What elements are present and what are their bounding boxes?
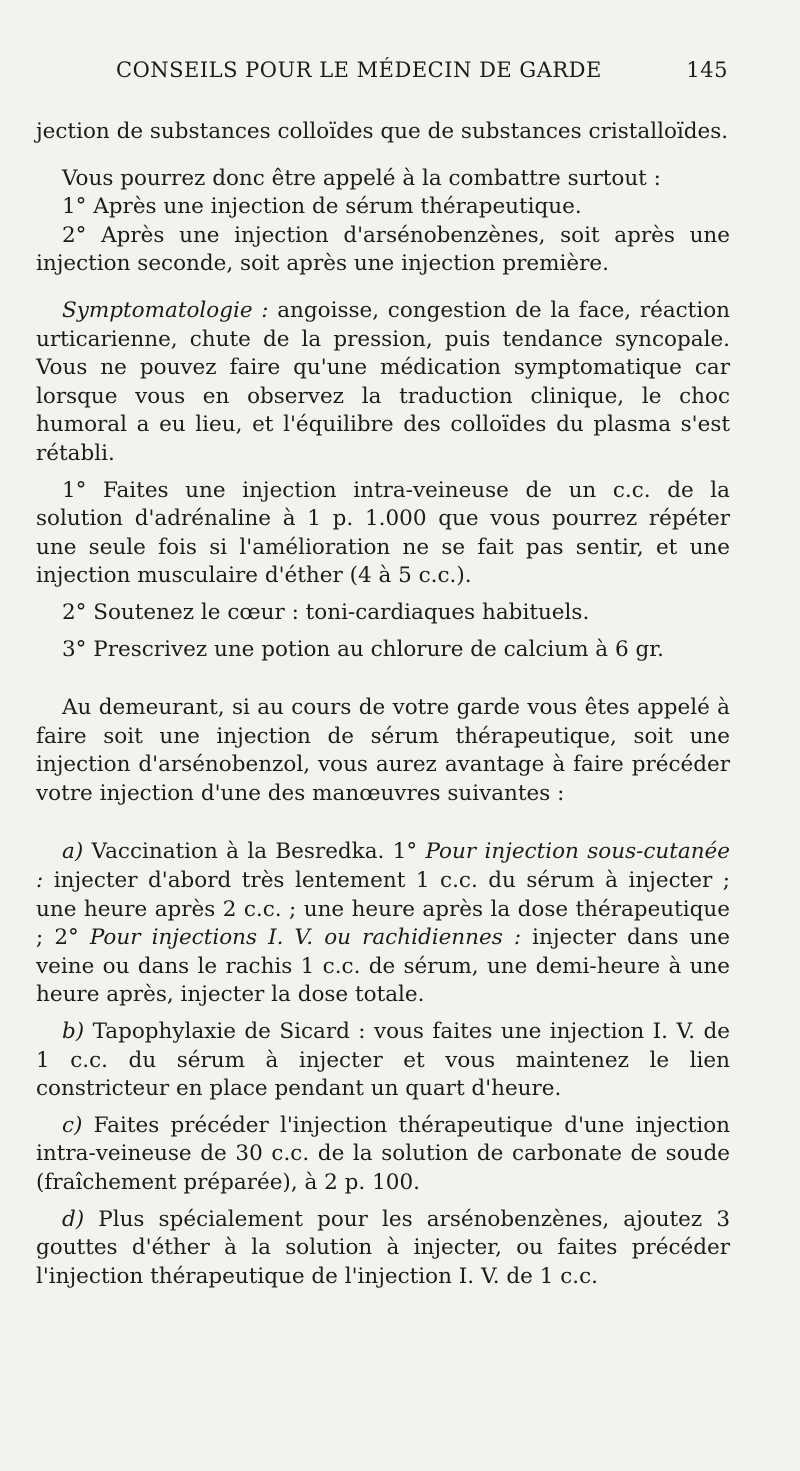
maneuver-c — [36, 1112, 730, 1198]
maneuver-a-italic-1: Pour injection sous-cutanée : — [36, 839, 731, 894]
maneuver-d-label: d) — [62, 1206, 85, 1232]
maneuver-a-text-3: injecter dans une veine ou dans le rachis 1 c.c. de sérum, une demi-heure à une heure après, injecter la dose totale. — [36, 925, 730, 1008]
treatment-item-1: 1° Faites une injection intra-veineuse de un c.c. de la solution d'adrénaline à 1 p. 1.000 que vous pourrez répéter une seule fois si l'amélioration ne se fait pas sentir, et une injection musculaire d'éther (4 à 5 c.c.). — [36, 477, 730, 589]
paragraph-symptomatology — [36, 297, 730, 469]
maneuver-a-label: a) — [62, 839, 84, 865]
body-text — [36, 118, 730, 1291]
page-number: 145 — [686, 58, 728, 82]
treatment-item-3: 3° Prescrivez une potion au chlorure de calcium à 6 gr. — [62, 636, 664, 662]
maneuver-a-text-1: Vaccination à la Besredka. 1° — [83, 839, 426, 865]
maneuver-a — [36, 838, 730, 1010]
maneuver-a-italic-2: Pour injections I. V. ou rachidiennes : — [89, 925, 522, 951]
maneuver-b-text: Tapophylaxie de Sicard : vous faites une injection I. V. de 1 c.c. du sérum à injecter et vous maintenez le lien constricteur en place pendant un quart d'heure. — [36, 1019, 730, 1102]
maneuver-c-text: Faites précéder l'injection thérapeutique d'une injection intra-veineuse de 30 c.c. de la solution de carbonate de soude (fraîchement préparée), à 2 p. 100. — [36, 1112, 730, 1195]
running-title: CONSEILS POUR LE MÉDECIN DE GARDE — [116, 58, 602, 82]
list-item-2: 2° Après une injection d'arsénobenzènes, soit après une injection seconde, soit après une injection première. — [36, 222, 730, 277]
maneuver-a-text-2: injecter d'abord très lentement 1 c.c. du sérum à injecter ; une heure après 2 c.c. ; une heure après la dose thérapeutique ; 2° — [36, 868, 730, 951]
paragraph-continuation: jection de substances colloïdes que de substances cristalloïdes. — [36, 119, 729, 144]
list-item-1: 1° Après une injection de sérum thérapeutique. — [62, 194, 582, 220]
maneuver-d — [36, 1206, 730, 1292]
maneuver-d-text: Plus spécialement pour les arsénobenzènes, ajoutez 3 gouttes d'éther à la solution à injecter, ou faites précéder l'injection thérapeutique de l'injection I. V. de 1 c.c. — [36, 1206, 730, 1289]
maneuver-c-label: c) — [62, 1112, 83, 1138]
symptomatology-text: angoisse, congestion de la face, réaction urticarienne, chute de la pression, puis tendance syncopale. Vous ne pouvez faire qu'une médication symptomatique car lorsque vous en observez la traduction clinique, le choc humoral a eu lieu, et l'équilibre des colloïdes du plasma s'est rétabli. — [36, 297, 730, 466]
paragraph-maneuvers: Au demeurant, si au cours de votre garde vous êtes appelé à faire soit une injection de sérum thérapeutique, soit une injection d'arsénobenzol, vous aurez avantage à faire précéder votre injection d'une des manœuvres suivantes : — [36, 695, 730, 806]
maneuver-b-label: b) — [62, 1019, 85, 1045]
treatment-item-2: 2° Soutenez le cœur : toni-cardiaques habituels. — [62, 599, 590, 625]
running-header — [116, 58, 728, 82]
maneuver-b — [36, 1018, 730, 1104]
paragraph-intro: Vous pourrez donc être appelé à la combattre surtout : — [62, 165, 661, 191]
symptomatology-label: Symptomatologie : — [62, 297, 269, 323]
